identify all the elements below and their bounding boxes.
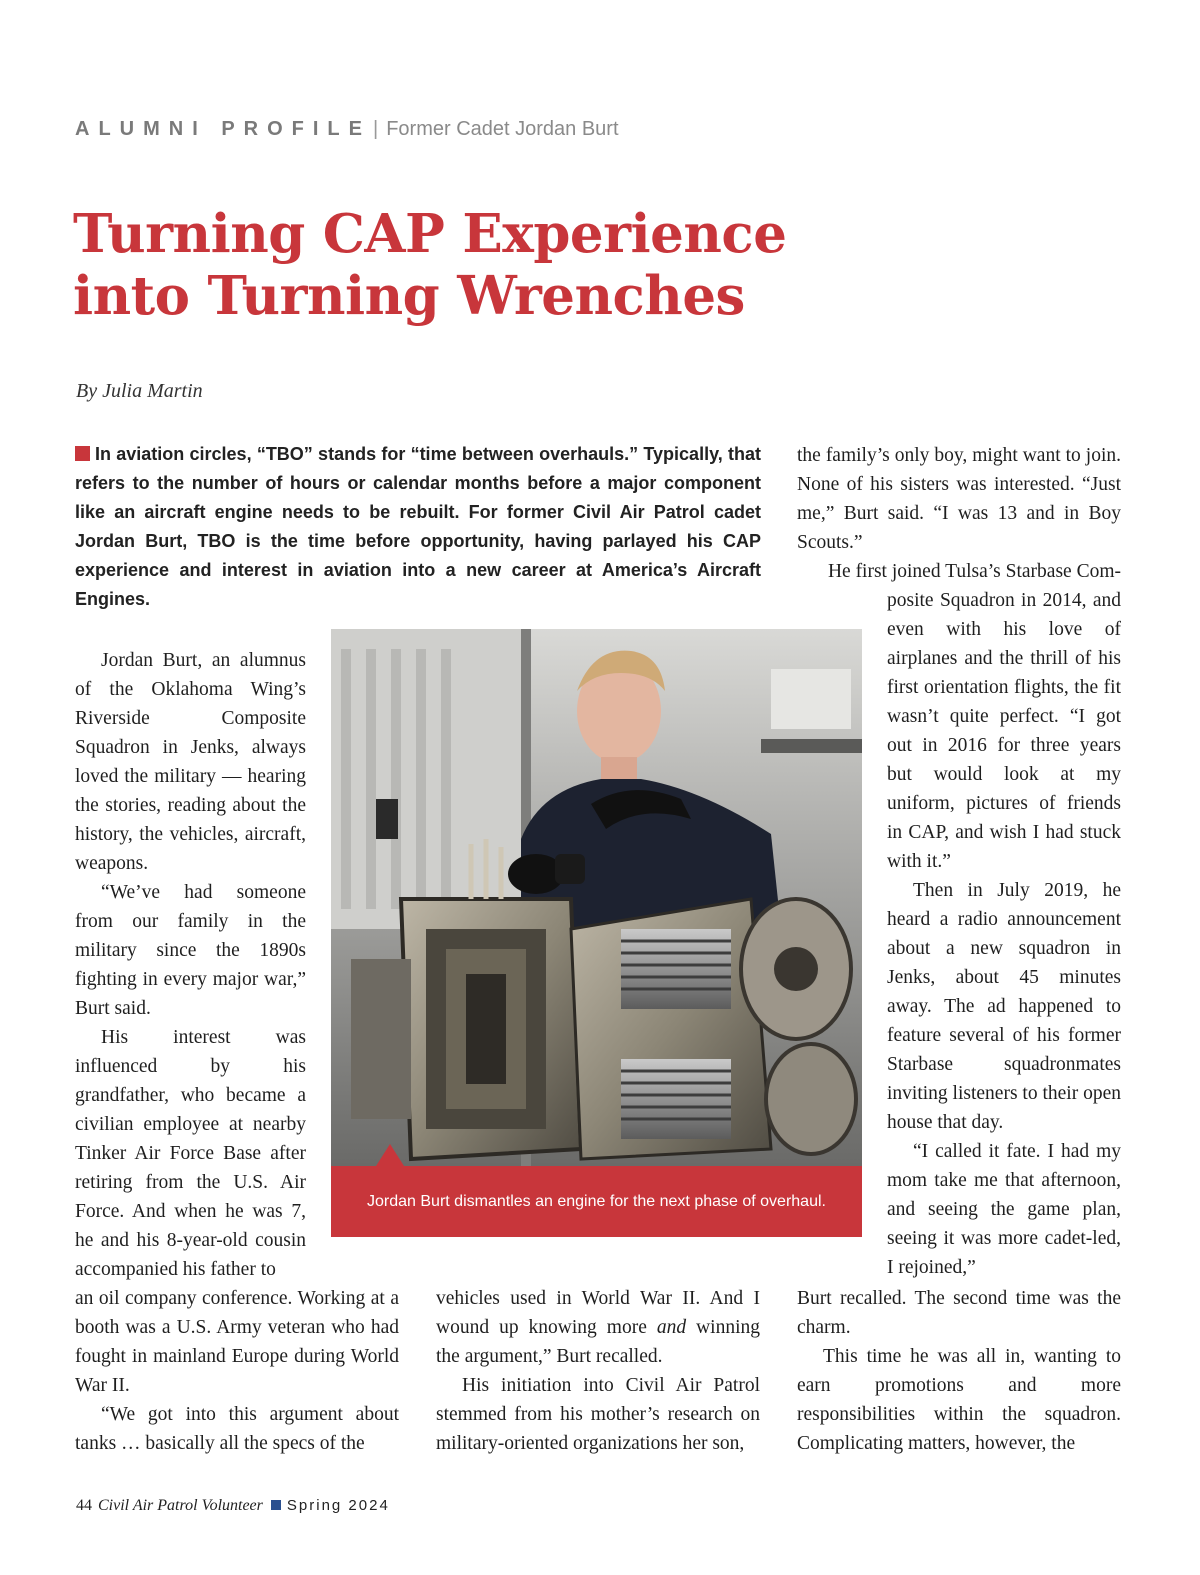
body-paragraph: His interest was influenced by his grandfather, who became a civilian employee at nearby Tinker Air Force Base after retiring from the U.S. Air Force. And when he was 7, he and his 8-year-old cousin accompanied his father to [75,1027,306,1280]
headline-line-1: Turning CAP Experience [73,203,787,265]
article-headline [73,203,786,327]
column-2 [436,1284,760,1458]
body-paragraph: Then in July 2019, he heard a radio announcement about a new squadron in Jenks, about 45 minutes away. The ad happened to feature several of his former Starbase squadronmates inviting listeners to their open house that day. [887,880,1121,1133]
photo-caption: Jordan Burt dismantles an engine for the next phase of overhaul. [331,1166,862,1237]
body-paragraph: He first joined Tulsa’s Starbase Com- [827,561,1121,582]
caption-pointer [376,1144,404,1166]
engine-workshop-illustration [331,629,862,1166]
column-3-top [797,441,1121,586]
text-run: winning the argument,” Burt recalled. [436,1317,760,1367]
byline: By Julia Martin [76,380,203,402]
body-paragraph: posite Squadron in 2014, and even with his love of airplanes and the thrill of his first orientation flights, the fit wasn’t quite perfect. “I got out in 2016 for three years but would look at my uniform, pictures of friends in CAP, and wish I had stuck with it.” [887,590,1121,872]
column-1-narrow [75,646,306,1284]
headline-line-2: into Turning Wrenches [73,265,745,327]
publication-name: Civil Air Patrol Volunteer [98,1497,263,1514]
lede-paragraph [75,440,761,614]
body-paragraph: the family’s only boy, might want to join. None of his sisters was interested. “Just me,” Burt said. “I was 13 and in Boy Scouts.” [797,445,1121,553]
section-subject: Former Cadet Jordan Burt [386,118,619,140]
body-paragraph: His initiation into Civil Air Patrol stemmed from his mother’s research on military-oriented organizations her son, [436,1375,760,1454]
column-3-narrow [887,586,1121,1282]
footer-square-icon [271,1500,281,1510]
body-paragraph: Burt recalled. The second time was the charm. [797,1288,1121,1338]
page-footer [76,1497,390,1515]
body-paragraph: “We got into this argument about tanks … basically all the specs of the [75,1404,399,1454]
kicker-divider: | [373,118,379,140]
column-3-bottom [797,1284,1121,1458]
body-paragraph: an oil company conference. Working at a booth was a U.S. Army veteran who had fought in mainland Europe during World War II. [75,1288,399,1396]
lede-square-icon [75,446,90,461]
issue-season: Spring 2024 [286,1497,390,1514]
text-run: vehicles used in World War II. And I wound up knowing more [436,1288,760,1338]
article-photo [331,629,862,1166]
emphasis-text: and [656,1317,687,1338]
page-number: 44 [76,1497,92,1514]
column-1-wide [75,1284,399,1458]
body-paragraph: “We’ve had someone from our family in the military since the 1890s fighting in every major war,” Burt said. [75,882,306,1019]
body-paragraph: This time he was all in, wanting to earn promotions and more responsibilities within the squadron. Complicating matters, however, the [797,1346,1121,1454]
body-paragraph [436,1284,760,1371]
body-paragraph: “I called it fate. I had my mom take me that afternoon, and seeing the game plan, seeing it was more cadet-led, I rejoined,” [887,1141,1121,1278]
body-paragraph: Jordan Burt, an alumnus of the Oklahoma Wing’s Riverside Composite Squadron in Jenks, always loved the military — hearing the stories, reading about the history, the vehicles, aircraft, weapons. [75,650,306,874]
section-kicker [75,118,619,141]
section-label: ALUMNI PROFILE [75,118,371,140]
lede-text: In aviation circles, “TBO” stands for “time between overhauls.” Typically, that refers to the number of hours or calendar months before a major component like an aircraft engine needs to be rebuilt. For former Civil Air Patrol cadet Jordan Burt, TBO is the time before opportunity, having parlayed his CAP experience and interest in aviation into a new career at America’s Aircraft Engines. [75,444,761,609]
